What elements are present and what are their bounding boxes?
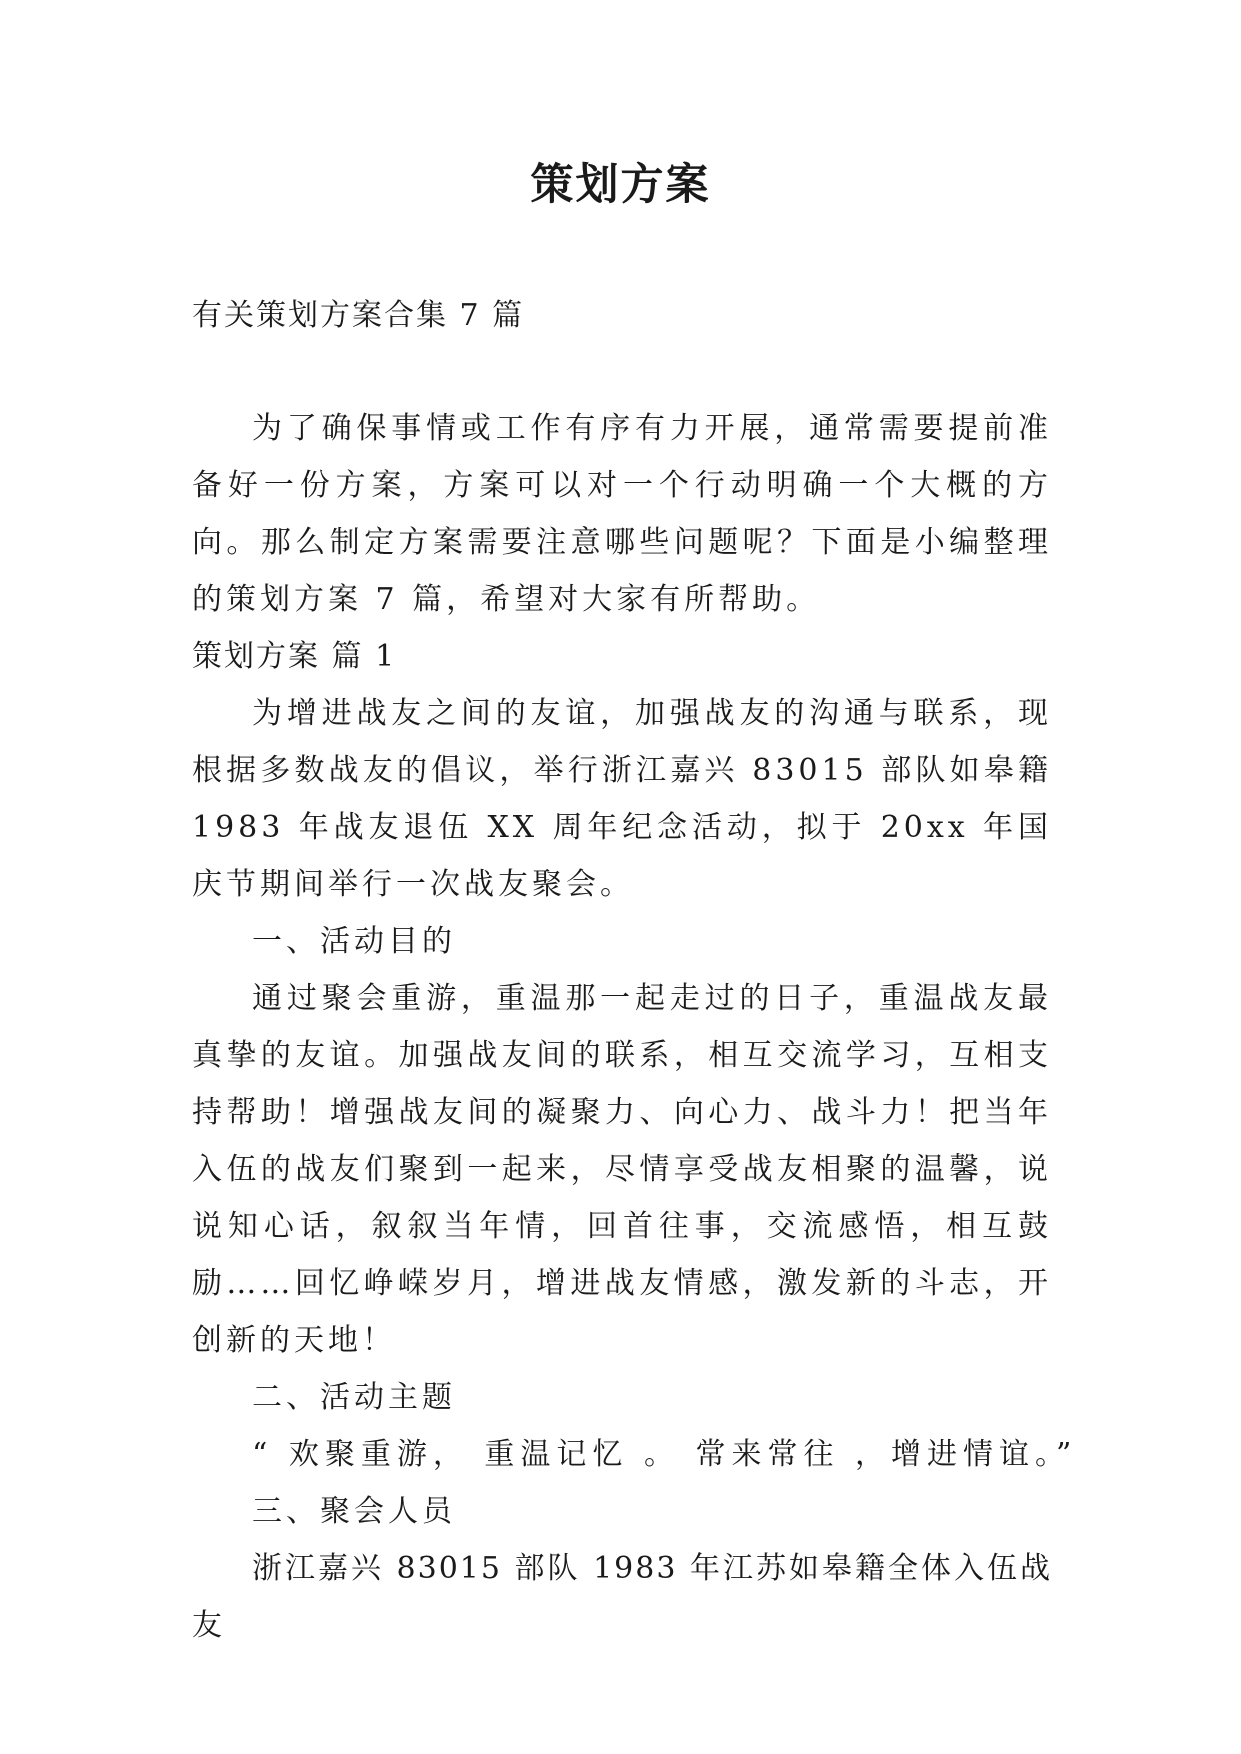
body-paragraph-3: 浙江嘉兴 83015 部队 1983 年江苏如皋籍全体入伍战友 xyxy=(192,1551,1052,1643)
heading-activity-theme: 二、活动主题 xyxy=(252,1380,456,1415)
page-title: 策划方案 xyxy=(530,160,711,210)
heading-activity-purpose: 一、活动目的 xyxy=(252,924,456,959)
document-body xyxy=(192,400,1078,1654)
body-paragraph-1: 为增进战友之间的友谊，加强战友的沟通与联系，现根据多数战友的倡议，举行浙江嘉兴 83015 部队如皋籍 1983 年战友退伍 XX 周年纪念活动，拟于 20xx 年国庆节期间举行一次战友聚会。 xyxy=(192,696,1052,902)
body-paragraph-2: 通过聚会重游，重温那一起走过的日子，重温战友最真挚的友谊。加强战友间的联系，相互交流学习，互相支持帮助！增强战友间的凝聚力、向心力、战斗力！把当年入伍的战友们聚到一起来，尽情享受战友相聚的温馨，说说知心话，叙叙当年情，回首往事，交流感悟，相互鼓励……回忆峥嵘岁月，增进战友情感，激发新的斗志，开创新的天地！ xyxy=(192,981,1052,1358)
document-subtitle: 有关策划方案合集 7 篇 xyxy=(192,298,525,333)
theme-quote: “ 欢聚重游， 重温记忆 。 常来常往 ，增进情谊。” xyxy=(252,1437,1078,1472)
section-heading: 策划方案 篇 1 xyxy=(192,639,397,674)
intro-paragraph: 为了确保事情或工作有序有力开展，通常需要提前准备好一份方案，方案可以对一个行动明确一个大概的方向。那么制定方案需要注意哪些问题呢？下面是小编整理的策划方案 7 篇，希望对大家有所帮助。 xyxy=(192,411,1052,617)
heading-participants: 三、聚会人员 xyxy=(252,1494,456,1529)
